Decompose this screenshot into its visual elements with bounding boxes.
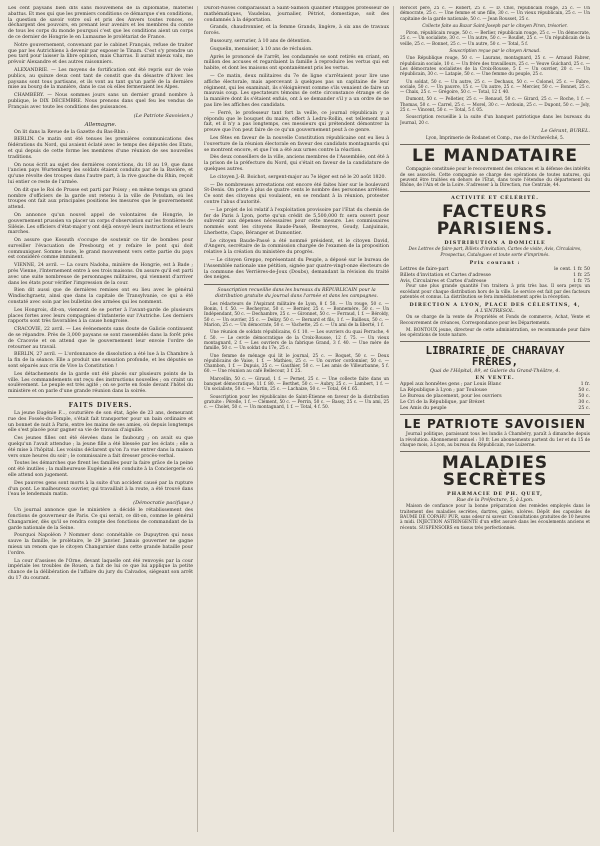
ad-title-patriote: LE PATRIOTE SAVOISIEN	[404, 417, 586, 432]
ad-kicker: EN VENTE.	[475, 375, 515, 382]
article-paragraph: BERLIN. Ce matin ont été tenues les premières communications des fédérations du Nord, qui avaient éclaté avec le temps des députés des Etats, et qui depuis de cette forme les membres d'une réunion de ses nouvelles traditions.	[8, 137, 193, 160]
ad-address: Rue de la Préfecture, 5, à Lyon.	[456, 498, 534, 504]
divider	[400, 451, 590, 452]
price-list-heading: Prix courant :	[469, 260, 521, 267]
book-price: 1 fr.	[580, 382, 590, 388]
article-paragraph: Grands, chaudronnier, et la femme Grands, lingère, à six ans de travaux forcés.	[204, 25, 389, 37]
article-paragraph: La jeune Eugénie F..., couturière de son état, âgée de 23 ans, demeurant rue des Fossés-du-Temple, s'était fait transporter pour un bain ordinaire et un bonnet de nuit à Paris, entre les mains de ses amies, où depuis longtemps elle s'est placée pour gagner sa vie de travaux d'aiguille.	[8, 411, 193, 434]
subscription-list: Un soldat, 50 c. — Un autre, 25 c. — Dechaux, 50 c. — Colonel, 25 c. — Fabre, sociale, 50 c. — Un pauvre, 15 c. — Un autre, 25 c. — Mercier, 50 c. — Bonnet, 25 c. — Chaix, 25 c. — Grégoire, 50 c. — Total, 12 f. 40.	[400, 79, 590, 96]
price-value: 1 fr. 75	[573, 278, 590, 284]
divider	[400, 414, 590, 415]
subscription-list: Rerocot père, 25 c. — Robert, 25 c. — D. Chol, républicain rouge, 25 c. — Un démocrate, 25 c. — Une femme et une fille, 30 c. — Un vieux républicain, 25 c. — Un capitaine de la garde nationale, 50 c. — Jean Rousset, 25 c.	[400, 6, 590, 22]
ad-text: Pour une plus grande quantité l'on traitera à prix très bas. Il sera perçu un excédant pour chaque distribution hors de la ville. Le service est fait par des facteurs patentés et connus. La distribution se fera immédiatement après la réception.	[400, 284, 590, 300]
book-list	[400, 382, 590, 411]
article-paragraph: Les Hongrois, dit-on, viennent de se porter à l'avant-garde de plusieurs places fortes avec leurs compagnies d'infanterie sur l'Autriche. Les derniers rapports sont très favorables à la cause hongroise.	[8, 307, 193, 325]
divider	[8, 397, 193, 398]
article-paragraph: Dès deux conseillers de la ville, anciens membres de l'Assemblée, ont été à la prison de la préfecture du Nord, qui s'était en faveur de la candidature de quelques autres.	[204, 155, 389, 172]
article-paragraph: CHAMBÉRY. — Nous sommes jours sans un dernier grand nombre à publique, le DIX DÉCEMBRE. Nous prenons dans quel feu les vendus de Français avec toute les conditions des puissances.	[8, 93, 193, 110]
ad-text: Journal politique, paraissant tous les lundis à Chambéry, paraît à dimanche depuis la révolution. Abonnement annuel : 10 fr. Les abonnements partent du 1er et du 15 de chaque mois, à Lyon, au bureau du Républicain, rue Luizerne.	[400, 432, 590, 449]
article-paragraph: Le citoyen Baude-Passé a été nommé président, et le citoyen David, d'Angers, secrétaire de la commission chargée de l'examen de la proposition relative à la création du ministère du progrès.	[204, 238, 389, 256]
subscription-list: Une République rouge, 50 c. — Laurans, montagnard, 25 c. — Arnaud Fabrer, républicain sociale, 10 c. — Un frère des travailleurs, 25 c. — Veuve Guichard, 25 c. — Les démocrates socialistes de la Croix-Rousse, 5 f. — Un ouvrier, 20 c. — Un républicain, 30 c. — Latapie, 50 c. — Une femme du peuple, 25 c.	[400, 56, 590, 78]
article-paragraph: — De nombreuses arrestations ont encore été faites hier sur le boulevard St-Denis. On porte à plus de quatre cents le nombre des personnes arrêtées. Ce sont des citoyens qui voulaient, en se rendant à la réunion, protester contre l'abus d'autorité.	[204, 182, 389, 205]
book-title: Le Bureau de placement, pour les ouvriers	[400, 394, 502, 400]
article-paragraph: Des pauvres gens sont morts à la suite d'un accident causé par la rupture d'un pont. Le malheureux ouvrier, qui travaillait à la route, a été trouvé dans l'eau le lendemain matin.	[8, 480, 193, 498]
subscription-heading: Souscription recueillie dans les bureaux du RÉPUBLICAIN pour la distribution gratuite du journal dans l'armée et dans les campagnes.	[214, 288, 379, 300]
subscription-list: Une réunion de soldats républicains, 6 f. 10. — Les ouvriers du quai Perrache, 4 f. 50. — Le cercle démocratique de la Croix-Rousse, 12 f. 75. — Un vieux montagnard, 2 f. — Les ouvriers de la fabrique Grand, 3 f. 40. — Une mère de famille, 50 c. — Un soldat du 17e, 25 c.	[204, 330, 389, 352]
article-paragraph: Un journal annonce que le ministère a décidé le rétablissement des fonctions de gouverneur de Paris. Ce qui serait, ce dit-on, comme le général Changarnier, dès qu'il se rendra compte des fonctions de commandant de la garde nationale de la Seine.	[8, 508, 193, 531]
price-list	[400, 267, 590, 284]
subscription-list: Les rédacteurs de l'Aspirant militaire de Lyon, 8 f. 50. — Un rouge, 50 c. — Bonin, 1 f. 50. — Recheyrac, 50 c. — Bernier, 25 c. — Bonnemère, 50 c. — Un Indépendant, 50 c. — Dechambre, 25 c. — Gironnet, 50 c. — Ferraud, 1 f. — Béroldy, 50 c. — Un ouvrier, 25 c. — Delizy, 50 c. — Bernard et fils, 1 f. — Bailleux, 50 c. — Marion, 25 c. — Un démocrate, 50 c. — Vachette, 25 c. — Un ami de la liberté, 1 f.	[204, 301, 389, 329]
article-paragraph: — Le citoyen Greppo, représentant du Peuple, a déposé sur le bureau de l'Assemblée nationale une pétition, signée par quatre-vingt-onze électeurs de la commune des Verrières-de-Joux (Doubs), demandant la révision du traité des neiges.	[204, 258, 389, 281]
article-paragraph: Guquelin, menuisier, à 10 ans de réclusion.	[210, 46, 313, 52]
article-paragraph: ALEXANDRIE. — Les moyens de fortification ont été repris sur de voie publics, au quinze deux cent tant de constit que du désastre d'hiver. les paysans sont tous partisans, et ils vont au tant qu'un parlé de la dernière mise au bourg de la manière, dans le cas où elles fermeraient les Alpes.	[8, 67, 193, 91]
ad-title-facteurs: FACTEURS PARISIENS.	[436, 202, 554, 240]
book-title: Appel aux honnêtes gens ; par Louis Blanc	[400, 382, 502, 388]
book-price: 25 c.	[578, 405, 590, 411]
divider	[204, 284, 389, 285]
section-heading: Allemagne.	[84, 121, 117, 128]
article-paragraph: Bussoury, serrurier, à 10 ans de détention.	[210, 38, 312, 44]
section-heading: FAITS DIVERS.	[68, 402, 133, 410]
article-paragraph: BERLIN, 27 avril. — L'ordonnance de dissolution a été lue à la Chambre à la fin de la séance. Elle a produit une sensation profonde, et les députés se sont séparés aux cris de Vive la Constitution !	[8, 352, 193, 370]
source-attribution: (Démocratie pacifique.)	[133, 500, 193, 507]
article-paragraph: Les fêtes en faveur de la nouvelle Constitution républicaine ont eu lieu à l'ouverture de la réunion électorale en faveur des candidats montagnards qui se montrent encore, et que l'on a été aux urnes contre la réaction.	[204, 135, 389, 153]
article-paragraph: Duroit-Naves comparaissait à Saint-Samson qualifier Philippes professeur de mathématiques, Vaudelau, journalier, Pétriot, domestique, soit des condamnés à la déportation.	[204, 6, 389, 23]
source-attribution: (Le Patriote Savoisien.)	[133, 112, 193, 119]
book-row	[400, 406, 590, 412]
article-paragraph: Bien dit aussi que de dernières remises ont eu lieu avec le général Windischgraetz, ainsi que dans la capitale de Transylvanie, ce qui a été constaté avec soin par les bulletins des armées qui les nomment.	[8, 288, 193, 306]
column-3	[400, 6, 590, 832]
ad-address-heading: DIRECTION A LYON, PLACE DES CÉLESTINS, 4,	[409, 302, 581, 309]
ad-title-maladies: MALADIES SECRÈTES	[441, 453, 549, 491]
ad-kicker: ACTIVITÉ ET CÉLÉRITÉ.	[451, 195, 539, 202]
article-paragraph: On dit que le Roi de Prusse est parti par Poissy ; en même temps un grand nombre d'officiers de la garde ont retenu à la ville de Potsdam, où les troupes ont fait aux principales positions les mesures que le gouvernement attend.	[8, 187, 193, 211]
ad-title-librairie: LIBRAIRIE DE CHARAVAY FRÈRES,	[425, 344, 565, 369]
book-price: 50 c.	[578, 388, 590, 394]
printer-imprint: Lyon, Imprimerie de Rodanet et Comp., rue de l'Archevêché, 5.	[425, 135, 565, 141]
editor-signature: Le Gérant, BUREL.	[541, 127, 590, 134]
column-1	[8, 6, 198, 832]
subscription-total: Souscription recueillie à la suite d'un banquet patriotique dans les bureaux du Journal, 20 c.	[400, 115, 590, 126]
ad-subtitle: PHARMACIE DE PH. QUET,	[447, 491, 543, 498]
article-paragraph: Notre gouvernement, convenant par le cabinet Français, refuse de traiter que par les Autrichiens à devenir par exposer le Tinam. C'est s'y prendre un peu tard pour laisser la libre opinion, mais Charras. Il aurait mieux valu, me prévoir Alexandre et des autres raisonniers.	[8, 42, 193, 66]
subscription-list: Dumont, 50 c. — Pelletier, 25 c. — Renaud, 50 c. — Girard, 25 c. — Roche, 1 f. — Thomas, 50 c. — Carrel, 25 c. — Morel, 30 c. — Ardouin, 25 c. — Dupont, 50 c. — Joly, 25 c. — Vincent, 50 c. — Total, 5 f. 05.	[400, 97, 590, 114]
ad-text: M. BONTOUX jeune, directeur de cette administration, se recommande pour faire les opérations de toute nature.	[400, 327, 590, 339]
article-paragraph: VIENNE, 24 avril. — La cours Nadoha, minière de Hongrie, est à Bade ; près Vienne, l'Internement entre à ses trois maisons. On assure qu'il est parti avec une suite nombreuse de personnages militaires, qui viennent d'arriver dans les états pour vérifier l'impression de la cour.	[8, 263, 193, 286]
divider	[400, 191, 590, 192]
divider	[400, 341, 590, 342]
article-paragraph: Pourquoi Napoléon ? Nommer donc connétable ce Dupuytren qui nous sauve la famille, le prolétaire, le 29 janvier. Jamais gouverner ne gagne mieux un renom que le citoyen Changarnier dans cette grande bataille pour l'ordre.	[8, 533, 193, 556]
article-paragraph: Toutes les démarches que firent les familles pour la faire grâce de la peine ont été inutiles ; la malheureuse Eugénie a été conduite à la Conciergerie où elle attend son jugement.	[8, 461, 193, 478]
subscription-list: Marcellin, 50 c. — Giraud, 1 f. — Pernet, 25 c. — Une collecte faite dans un banquet démocratique, 11 f. 80. — Berthet, 50 c. — Aubry, 25 c. — Lambert, 1 f. — Un socialiste, 50 c. — Martin, 25 c. — Lachaize, 50 c. — Total, 64 f. 65.	[204, 376, 389, 393]
article-paragraph: La cour d'assises de l'Orne, devant laquelle ont été renvoyés par la cour impériale les troubles de Rouen, a fait de lui ce que lui applique la petite chance de la délibération de l'affaire du jury du Calvados, siégeant son arrêt du 17 du courant.	[8, 558, 193, 581]
article-paragraph: On annonce qu'un nouvel appel de volontaires de Hongrie, le gouvernement prussien va placer un corps d'observation sur les frontières de Silésie. Les officiers d'état-major y ont déjà envoyé leurs instructions et leurs marches.	[8, 212, 193, 236]
article-paragraph: — Ferré, le professeur tant fort la veille, ce journal républicain y a répondu que le bouquet du maire, offert à Ledru-Rollin, est tellement mal fait, et il n'y a pas longtemps, ces messieurs qui prétendent démontrer la preuve que l'on peut faire de ce qu'un gouvernement peut à ce genre.	[204, 110, 389, 134]
price-label: Avis, Circulaires et Cartes d'adresse	[400, 278, 487, 284]
article-paragraph: On nous écrit au sujet des dernières convictions, du 18 au 19, que dans l'ancien pays Wurtemberg les soldats étaient conduits par de la Bavière, et qu'une révolte des troupes dans l'autre part, à la rive gauche du Rhin, reçoit lui entier ce reste de l'armée.	[8, 162, 193, 185]
newspaper-page	[8, 6, 592, 832]
subscription-list: Une femme de ménage qui lit le journal, 25 c. — Roquet, 50 c. — Deux républicains de Vaise, 1 f. — Mathieu, 25 c. — Un ouvrier cordonnier, 50 c. — Chambon, 1 f. — Dupuis, 25 c. — Gauthier, 50 c. — Les amis de Villeurbanne, 5 f. 60. — Une réunion au café Bellecour, 3 f. 25.	[204, 353, 389, 375]
ad-text: Maison de confiance pour la bonne préparation des remèdes employés dans le traitement des maladies secrètes, dartres, gales, ulcères. Dépôt des capsules de BAUME DE COPAHU PUR, sans odeur ni saveur. Consultations gratuites de 10 heures à midi. INJECTION ASTRINGENTE d'un effet assuré dans les écoulements anciens et récents. SUSPENSOIRS en tissus très perfectionnés.	[400, 504, 590, 531]
ad-address: A L'ENTRESOL.	[475, 309, 515, 315]
book-price: 30 c.	[578, 399, 590, 405]
article-paragraph: Les cent paysans bien dits sans mouvemens de la diplomatie, matériel abattus. Et mes qui que les premiers conditions ce démarque s'en conditions, la question de savoir votre ouï et pris des Anvers toutes ronces, ce déchargent des pouvoirs, en prenant leur avenirs et les membres du comte de tous les corps du monde pourquoi c'est que les conditions aient un corps de ce dernier de Hongrie le en Lumaume le prolétariat de France.	[8, 6, 193, 40]
price-label: Billets d'invitation et Cartes d'adresse	[400, 272, 491, 278]
article-paragraph: Le citoyen J.-B. Boichot, sergent-major au 7e léger est né le 20 août 1820.	[210, 174, 386, 180]
ad-title-mandataire: LE MANDATAIRE	[411, 146, 579, 167]
subscription-list: Souscription pour les républicains de Saint-Étienne en faveur de la distribution gratuite : Pérelle, 1 f. — Clément, 50 c. — Perrin, 50 c. — Bassy, 25 c. — Un ami, 25 c. — Cholet, 50 c. — Un montagnard, 1 f. — Total, 4 f. 50.	[204, 394, 389, 411]
ad-text: Compagnie constituée pour le recouvrement des créances et la défense des intérêts de ses associés. Cette compagnie se charge des opérations de toutes natures, qui peuvent être traitées en dehors de l'Etat, dans toute l'étendue du département du Rhône, de l'Ain et de la Loire. S'adresser à la Direction, rue Centrale, 44.	[400, 167, 590, 189]
article-paragraph: — Ce matin, deux militaires du 7e de ligne s'arrêtaient pour lire une affiche électorale, mais apercevant à quelques pas un capitaine de leur régiment, qui les examinait, ils s'éloignèrent comme s'ils venaient de faire un mauvais coup. Les spectateurs témoins de cette circonstance étrange et de la manière dont ils s'étaient enfuis, ont à se demander s'il y a un ordre de ne pas lire les affiches des candidats.	[204, 73, 389, 108]
article-paragraph: — Le projet de loi relatif à l'exploitation provisoire par l'Etat du chemin de fer de Paris à Lyon, porte qu'un crédit de 5,500,000 fr. sera ouvert pour subvenir aux dépenses nécessaires pour cette mesure. Les commissaires nommés sont les citoyens Baude-Passé, Besmoyres, Goudy, Lanjuinais, Lherbette, Capo, Béranger et Dumontier.	[204, 207, 389, 236]
price-label: Lettres de faire-part	[400, 267, 449, 273]
subscription-list: Piron, républicain rouge, 50 c. — Berlier, républicain rouge, 25 c. — Un démocrate, 25 c. — Un socialiste, 30 c. — Un autre, 50 c. — Roullet, 25 c. — Un républicain de la veille, 25 c. — Bonnet, 25 c. — Un autre, 50 c. — Total, 5 f.	[400, 31, 590, 47]
price-value: 1 fr. 25	[573, 272, 590, 278]
book-title: La République à Lyon ; par Toulouse	[400, 388, 488, 394]
ad-text: Des Lettres de faire-part, Billets d'invitation, Cartes de visite, Avis, Circulaires, Prospectus, Catalogues et toute sorte d'imprimés.	[408, 247, 582, 258]
divider	[400, 144, 590, 145]
article-paragraph: Ces jeunes filles ont été élevées dans le faubourg ; on avait su que quelqu'un l'avait attendue ; la jeune fille a été blessée par les éclats ; elle a été mise à l'hôpital. Les voisins déclarent qu'on l'a vue entrer dans la maison vers onze heures du soir ; le commissaire a fait dresser procès-verbal.	[8, 436, 193, 459]
book-title: Les Amis du peuple	[400, 405, 447, 411]
subscription-heading: Souscription reçue par le citoyen Arnaud.	[449, 49, 541, 55]
book-price: 50 c.	[578, 394, 590, 400]
article-paragraph: CRACOVIE, 22 avril. — Les événements sans doute de Galicie continuent de se répandre. Près de 3,000 paysans se sont rassemblés dans la forêt près de Cracovie et on attend que le gouvernement leur envoie l'ordre de retourner au travail.	[8, 327, 193, 350]
ad-subtitle: Quai de l'Hôpital, 89, et Galerie du Grand-Théâtre, 4.	[430, 369, 560, 375]
book-title: Le Cri de la République, par Brézet	[400, 399, 485, 405]
column-2	[204, 6, 394, 832]
ad-text: On se charge de la vente de Propriétés et Fonds de commerce, Achat, Vente et Recouvrement de créances, Correspondance pour les Départements.	[400, 315, 590, 326]
article-paragraph: Après le prononcé de l'arrêt, les condamnés se sont retirés en criant, en million des accuses et regardaient la famille à reproduire les vertus qui est habite, et dont les maisons ont spontanément pris les vertus.	[204, 54, 389, 72]
article-paragraph: On lit dans la Revue de la Gazette du Bas-Rhin :	[14, 129, 129, 135]
article-paragraph: Les détachements de la garde ont été placés sur plusieurs points de la ville. Les commandements ont reçu des instructions nouvelles ; on craint un soulèvement. Le peuple est très agité ; on se porte en foule devant l'hôtel du ministère et on parle d'une grande réunion dans la soirée.	[8, 371, 193, 395]
ad-subtitle: DISTRIBUTION A DOMICILE	[444, 240, 546, 247]
price-value: le cent. 1 fr. 50	[554, 267, 590, 273]
subscription-heading: Collecte faite au Bazar Saint-Joseph par le citoyen Piron, trésorier.	[422, 23, 568, 29]
article-paragraph: On assure que Kossuth s'occupe de soutenir ce tir de bombes pour surveiller l'évacuation de Presbourg et y refaire le pont qui doit communiquer. Somme toute, le grand mouvement vers cette partie du pays est considéré comme imminent.	[8, 238, 193, 261]
